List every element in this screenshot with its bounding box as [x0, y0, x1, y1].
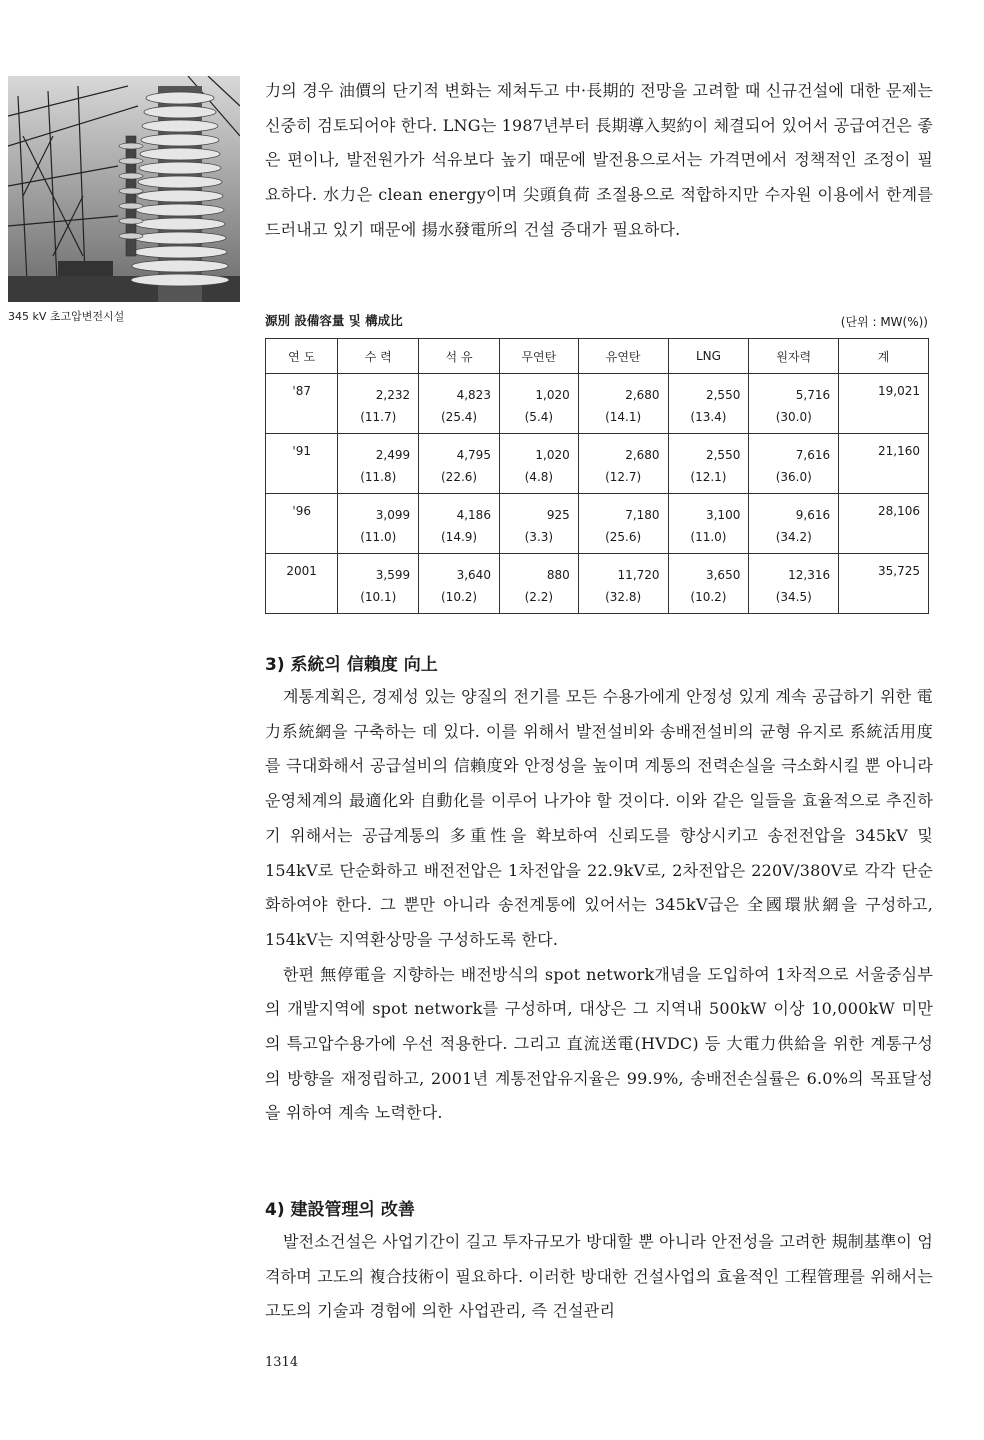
- cell-value: 4,795: [456, 448, 491, 462]
- cell-percent: (11.0): [360, 530, 397, 544]
- intro-paragraph: 力의 경우 油價의 단기적 변화는 제쳐두고 中·長期的 전망을 고려할 때 신규건설에 대한 문제는 신중히 검토되어야 한다. LNG는 1987년부터 長期導入契約이 체결되어 있어서 공급여건은 좋은 편이나, 발전원가가 석유보다 높기 때문에 발전용으로서는 가격면에서 정책적인 조정이 필요하다. 水力은 clean energy이며 尖頭負荷 조절용으로 적합하지만 수자원 이용에서 한계를 드러내고 있기 때문에 揚水發電所의 건설 증대가 필요하다.: [265, 81, 933, 239]
- cell-value: 7,616: [795, 448, 831, 462]
- cell-percent: (30.0): [775, 410, 812, 424]
- section3-body: [265, 680, 933, 1131]
- header-year: 연 도: [266, 339, 338, 374]
- table-row: [266, 554, 929, 614]
- cell-percent: (25.6): [605, 530, 642, 544]
- cell-percent: (11.7): [360, 410, 397, 424]
- section4-paragraph-1: 발전소건설은 사업기간이 길고 투자규모가 방대할 뿐 아니라 안전성을 고려한 規制基準이 엄격하며 고도의 複合技術이 필요하다. 이러한 방대한 건설사업의 효율적인 工程管理를 위해서는 고도의 기술과 경험에 의한 사업관리, 즉 건설관리: [265, 1232, 933, 1321]
- cell-percent: (14.9): [441, 530, 478, 544]
- table-cell: [749, 374, 839, 434]
- table-cell: [749, 554, 839, 614]
- table-cell: [578, 434, 668, 494]
- header-total: 계: [839, 339, 929, 374]
- cell-percent: (14.1): [605, 410, 642, 424]
- cell-value: 9,616: [795, 508, 831, 522]
- cell-percent: (12.7): [605, 470, 642, 484]
- table-cell: [668, 554, 749, 614]
- section3-paragraph-2: 한편 無停電을 지향하는 배전방식의 spot network개념을 도입하여 1차적으로 서울중심부의 개발지역에 spot network를 구성하며, 대상은 그 지역내 500kW 이상 10,000kW 미만의 특고압수용가에 우선 적용한다. 그리고 直流送電(HVDC) 등 大電力供給을 위한 계통구성의 방향을 재정립하고, 2001년 계통전압유지율은 99.9%, 송배전손실률은 6.0%의 목표달성을 위하여 계속 노력한다.: [265, 964, 933, 1123]
- cell-percent: (10.1): [360, 590, 397, 604]
- table-cell: [578, 494, 668, 554]
- header-lng: LNG: [668, 339, 749, 374]
- table-cell: [668, 494, 749, 554]
- substation-photo-illustration: [8, 76, 240, 302]
- substation-photo: [8, 76, 240, 302]
- row-total: 21,160: [839, 434, 929, 494]
- table-cell: [499, 434, 578, 494]
- cell-percent: (5.4): [524, 410, 554, 424]
- cell-value: 11,720: [617, 568, 660, 582]
- row-total: 35,725: [839, 554, 929, 614]
- cell-value: 2,550: [705, 448, 741, 462]
- cell-percent: (11.0): [690, 530, 727, 544]
- cell-value: 12,316: [788, 568, 831, 582]
- cell-percent: (3.3): [524, 530, 554, 544]
- table-cell: [749, 494, 839, 554]
- cell-value: 4,186: [456, 508, 491, 522]
- table-cell: [668, 374, 749, 434]
- cell-percent: (4.8): [524, 470, 554, 484]
- header-bituminous: 유연탄: [578, 339, 668, 374]
- row-year: '87: [266, 374, 338, 434]
- cell-percent: (25.4): [441, 410, 478, 424]
- table-cell: [338, 494, 419, 554]
- capacity-table: [265, 338, 929, 614]
- table-unit: (단위 : MW(%)): [840, 315, 928, 329]
- table-cell: [338, 434, 419, 494]
- header-oil: 석 유: [419, 339, 500, 374]
- cell-value: 3,640: [456, 568, 491, 582]
- cell-percent: (10.2): [441, 590, 478, 604]
- cell-percent: (12.1): [690, 470, 727, 484]
- cell-percent: (11.8): [360, 470, 397, 484]
- table-cell: [499, 494, 578, 554]
- cell-percent: (36.0): [775, 470, 812, 484]
- cell-value: 880: [546, 568, 570, 582]
- cell-value: 3,650: [705, 568, 741, 582]
- table-cell: [578, 554, 668, 614]
- cell-value: 2,232: [375, 388, 411, 402]
- cell-value: 1,020: [535, 448, 570, 462]
- row-year: '96: [266, 494, 338, 554]
- cell-percent: (10.2): [690, 590, 727, 604]
- header-anthracite: 무연탄: [499, 339, 578, 374]
- table-cell: [419, 434, 500, 494]
- cell-percent: (34.5): [775, 590, 812, 604]
- cell-value: 4,823: [456, 388, 491, 402]
- cell-percent: (22.6): [441, 470, 478, 484]
- table-cell: [578, 374, 668, 434]
- cell-percent: (34.2): [775, 530, 812, 544]
- table-header-row: [266, 339, 929, 374]
- table-title: 源別 設備容量 및 構成比: [265, 313, 403, 328]
- cell-value: 2,550: [705, 388, 741, 402]
- cell-percent: (13.4): [690, 410, 727, 424]
- table-cell: [419, 554, 500, 614]
- photo-caption: 345 kV 초고압변전시설: [8, 310, 125, 323]
- row-total: 28,106: [839, 494, 929, 554]
- header-nuclear: 원자력: [749, 339, 839, 374]
- section4-body: [265, 1225, 933, 1329]
- cell-value: 3,599: [375, 568, 411, 582]
- cell-percent: (2.2): [524, 590, 554, 604]
- table-cell: [338, 554, 419, 614]
- table-cell: [419, 494, 500, 554]
- table-cell: [668, 434, 749, 494]
- cell-value: 1,020: [535, 388, 570, 402]
- row-year: 2001: [266, 554, 338, 614]
- cell-value: 2,680: [625, 448, 660, 462]
- table-cell: [338, 374, 419, 434]
- table-cell: [419, 374, 500, 434]
- table-row: [266, 374, 929, 434]
- section4-heading: 4) 建設管理의 改善: [265, 1200, 415, 1220]
- row-total: 19,021: [839, 374, 929, 434]
- table-cell: [499, 374, 578, 434]
- cell-value: 7,180: [625, 508, 660, 522]
- cell-value: 925: [546, 508, 570, 522]
- section3-paragraph-1: 계통계획은, 경제성 있는 양질의 전기를 모든 수용가에게 안정성 있게 계속 공급하기 위한 電力系統網을 구축하는 데 있다. 이를 위해서 발전설비와 송배전설비의 균형 유지로 系統活用度를 극대화해서 공급설비의 信賴度와 안정성을 높이며 계통의 전력손실을 극소화시킬 뿐 아니라 운영체계의 最適化와 自動化를 이루어 나가야 할 것이다. 이와 같은 일들을 효율적으로 추진하기 위해서는 공급계통의 多重性을 확보하여 신뢰도를 향상시키고 송전전압을 345kV 및 154kV로 단순화하고 배전전압은 1차전압을 22.9kV로, 2차전압은 220V/380V로 각각 단순화하여야 한다. 그 뿐만 아니라 송전계통에 있어서는 345kV급은 全國環狀網을 구성하고, 154kV는 지역환상망을 구성하도록 한다.: [265, 687, 933, 949]
- page-number: 1314: [265, 1355, 299, 1370]
- table-cell: [499, 554, 578, 614]
- cell-value: 5,716: [795, 388, 831, 402]
- header-hydro: 수 력: [338, 339, 419, 374]
- cell-value: 3,099: [375, 508, 411, 522]
- table-row: [266, 434, 929, 494]
- section3-heading: 3) 系統의 信賴度 向上: [265, 655, 438, 675]
- table-row: [266, 494, 929, 554]
- cell-percent: (32.8): [605, 590, 642, 604]
- row-year: '91: [266, 434, 338, 494]
- cell-value: 2,499: [375, 448, 411, 462]
- cell-value: 2,680: [625, 388, 660, 402]
- table-cell: [749, 434, 839, 494]
- cell-value: 3,100: [705, 508, 741, 522]
